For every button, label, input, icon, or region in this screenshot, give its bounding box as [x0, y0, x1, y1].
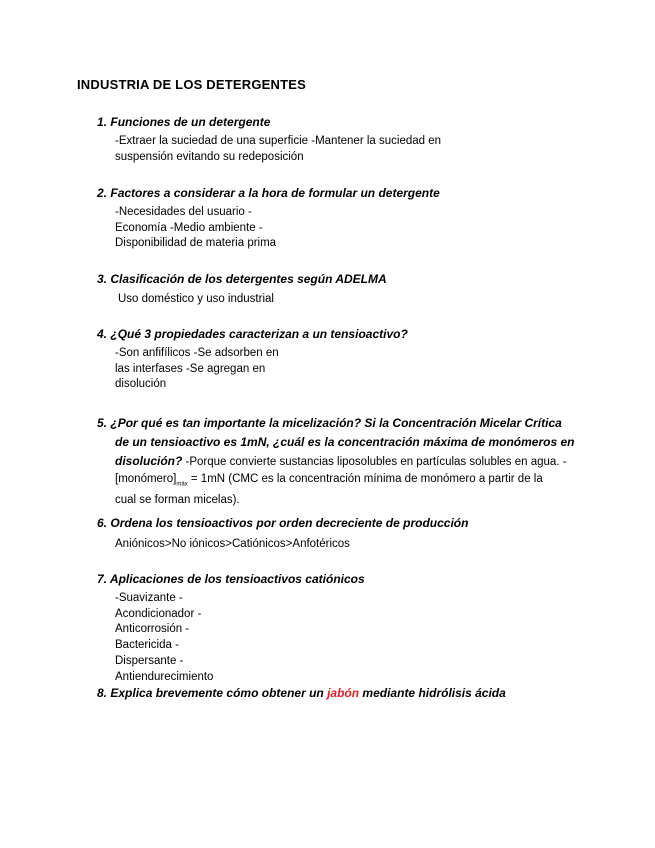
document-title: INDUSTRIA DE LOS DETERGENTES	[77, 77, 307, 92]
question-4	[97, 327, 408, 341]
question-3	[97, 272, 387, 286]
answer-6	[115, 537, 350, 553]
question-number: 5.	[97, 416, 108, 430]
question-text: disolución?	[115, 454, 183, 468]
answer-line: Antiendurecimiento	[115, 670, 214, 683]
answer-text: cual se forman micelas).	[115, 494, 240, 506]
question-number: 4.	[97, 327, 108, 341]
question-5	[97, 414, 577, 509]
question-number: 7.	[97, 572, 108, 586]
answer-3	[118, 292, 274, 308]
answer-7	[115, 591, 213, 685]
answer-line: disolución	[115, 378, 167, 391]
answer-line: -Extraer la suciedad de una superficie -Mantener la suciedad en	[115, 135, 442, 147]
answer-line: Uso doméstico y uso industrial	[118, 293, 274, 305]
question-text: de un tensioactivo es 1mN, ¿cuál es la concentración máxima de monómeros en	[115, 435, 575, 449]
question-text: Clasificación de los detergentes según ADELMA	[110, 272, 387, 286]
highlighted-word: jabón	[327, 686, 360, 700]
answer-text: [monómero]	[115, 473, 177, 485]
answer-line: Anticorrosión -	[115, 623, 190, 636]
question-text: ¿Qué 3 propiedades caracterizan a un tensioactivo?	[110, 327, 408, 341]
answer-line: Disponibilidad de materia prima	[115, 237, 277, 250]
question-text: Factores a considerar a la hora de formular un detergente	[110, 186, 440, 200]
answer-line: las interfases -Se agregan en	[115, 362, 266, 375]
question-number: 6.	[97, 516, 108, 530]
answer-1	[115, 134, 441, 165]
question-text: Funciones de un detergente	[110, 115, 271, 129]
question-2	[97, 186, 440, 200]
answer-line: Aniónicos>No iónicos>Catiónicos>Anfotéricos	[115, 538, 350, 550]
question-text: ¿Por qué es tan importante la micelización? Si la Concentración Micelar Crítica	[110, 416, 562, 430]
answer-line: -Suavizante -	[115, 592, 183, 604]
question-text: mediante hidrólisis ácida	[359, 686, 506, 700]
answer-text: -Porque convierte sustancias liposolubles en partículas solubles en agua. -	[182, 456, 567, 468]
answer-line: Economía -Medio ambiente -	[115, 221, 263, 234]
answer-line: Dispersante -	[115, 654, 184, 667]
question-8	[97, 686, 506, 700]
question-7	[97, 572, 365, 586]
question-number: 2.	[97, 186, 108, 200]
answer-line: Acondicionador -	[115, 607, 202, 620]
answer-line: -Necesidades del usuario -	[115, 206, 252, 218]
answer-4	[115, 346, 279, 393]
answer-line: suspensión evitando su redeposición	[115, 150, 304, 163]
answer-text: = 1mN (CMC es la concentración mínima de monómero a partir de la	[187, 473, 543, 485]
answer-subscript: máx	[176, 481, 188, 488]
question-6	[97, 516, 468, 530]
answer-line: -Son anfifílicos -Se adsorben en	[115, 347, 279, 359]
question-1	[97, 115, 270, 129]
question-number: 3.	[97, 272, 108, 286]
answer-line: Bactericida -	[115, 639, 179, 652]
question-text: Explica brevemente cómo obtener un	[110, 686, 328, 700]
answer-2	[115, 205, 276, 252]
question-number: 1.	[97, 115, 108, 129]
question-text: Aplicaciones de los tensioactivos catiónicos	[109, 572, 365, 586]
question-number: 8.	[97, 686, 108, 700]
question-text: Ordena los tensioactivos por orden decreciente de producción	[110, 516, 469, 530]
